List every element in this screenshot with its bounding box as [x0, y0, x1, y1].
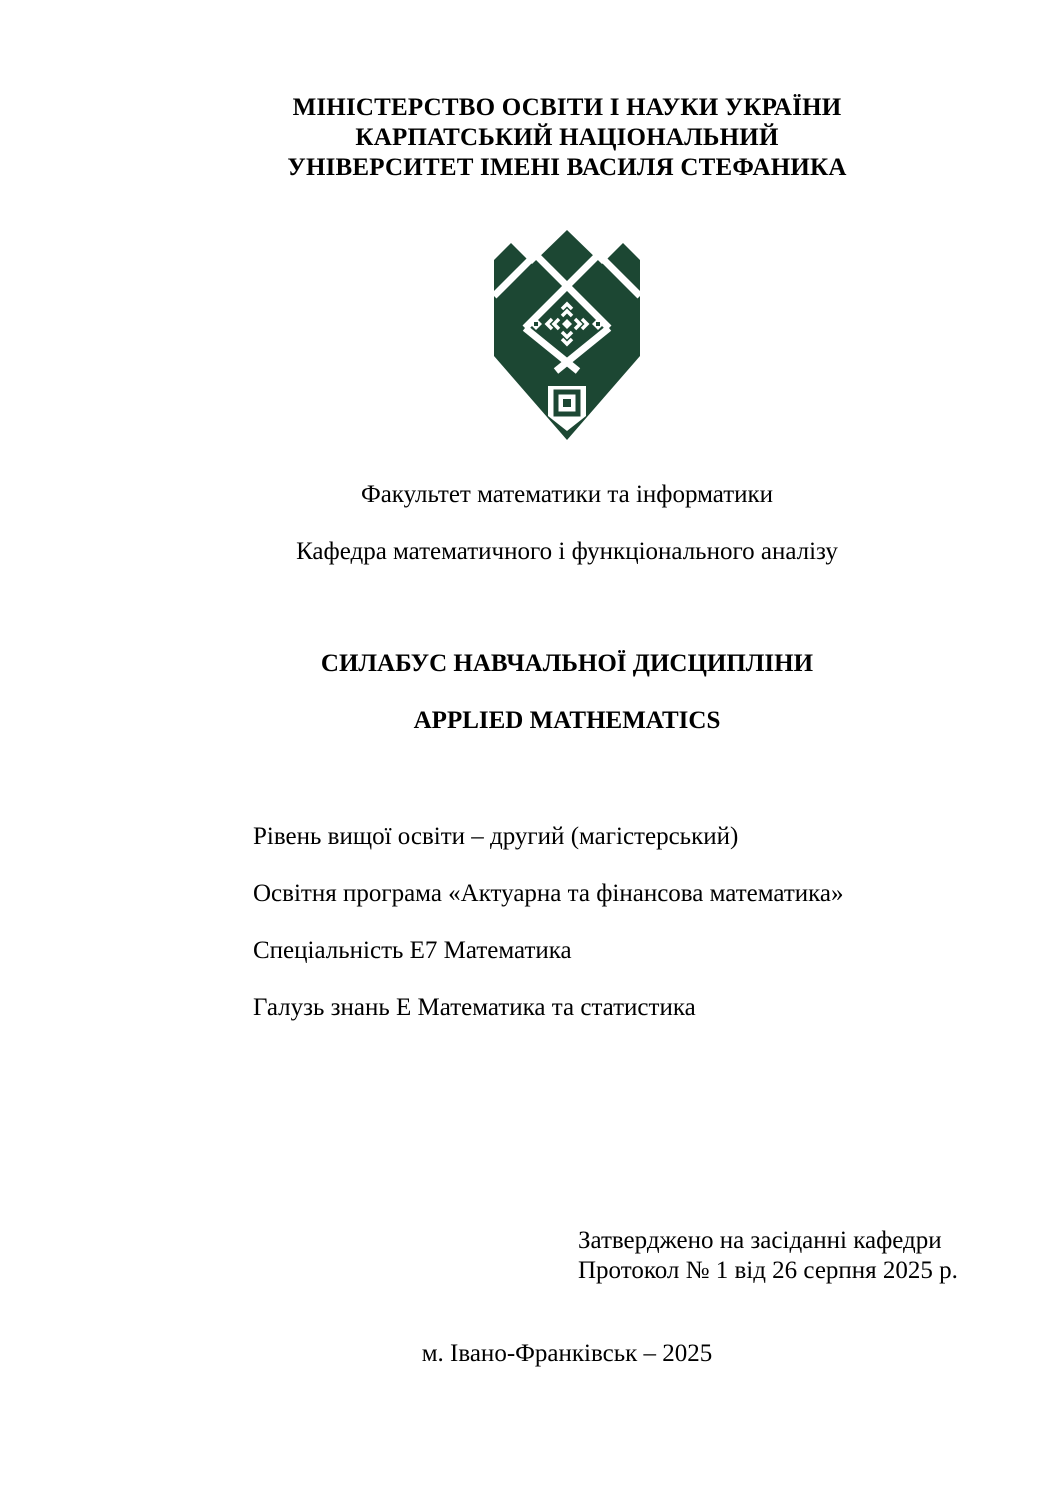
city-year-line: м. Івано-Франківськ – 2025 [421, 1340, 713, 1367]
approval-line-1: Затверджено на засіданні кафедри [578, 1227, 942, 1254]
program-details [151, 822, 1058, 1050]
university-name-line-2: УНІВЕРСИТЕТ ІМЕНІ ВАСИЛЯ СТЕФАНИКА [287, 154, 847, 181]
department-line: Кафедра математичного і функціонального аналізу [296, 538, 838, 565]
course-title: APPLIED MATHEMATICS [413, 707, 721, 734]
education-level-line: Рівень вищої освіти – другий (магістерський) [253, 823, 739, 850]
university-emblem-logo [492, 226, 642, 442]
university-header [151, 93, 983, 183]
document-type-title: СИЛАБУС НАВЧАЛЬНОЇ ДИСЦИПЛІНИ [320, 650, 814, 677]
university-name-line-1: КАРПАТСЬКИЙ НАЦІОНАЛЬНИЙ [355, 124, 779, 151]
specialty-line: Спеціальність Е7 Математика [253, 937, 572, 964]
faculty-line: Факультет математики та інформатики [360, 481, 774, 508]
approval-block [578, 1226, 958, 1286]
approval-line-2: Протокол № 1 від 26 серпня 2025 р. [578, 1257, 958, 1284]
university-emblem-icon [492, 226, 642, 442]
education-program-line: Освітня програма «Актуарна та фінансова математика» [253, 880, 844, 907]
ministry-line: МІНІСТЕРСТВО ОСВІТИ І НАУКИ УКРАЇНИ [292, 94, 842, 121]
field-of-knowledge-line: Галузь знань Е Математика та статистика [253, 994, 696, 1021]
